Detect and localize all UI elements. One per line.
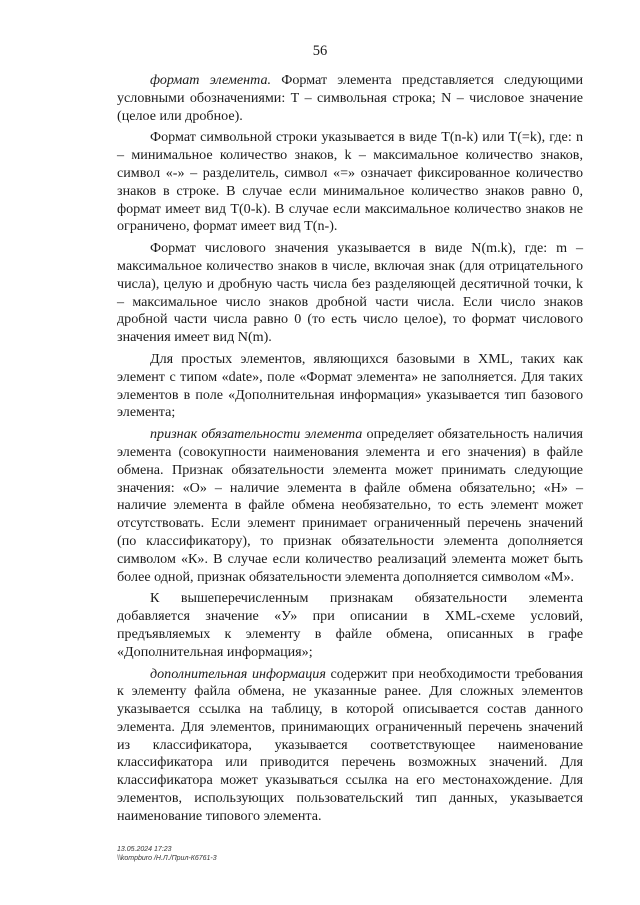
- paragraph-string-format: [117, 129, 583, 236]
- paragraph-text: Для простых элементов, являющихся базовыми в XML, таких как элемент с типом «date», поле «Формат элемента» не заполняется. Для таких элементов в поле «Дополнительная информация» указывается тип базового элемента;: [117, 350, 583, 421]
- paragraph-conditional-flag: [117, 590, 583, 661]
- paragraph-additional-info: [117, 666, 583, 826]
- paragraph-numeric-format: [117, 240, 583, 347]
- paragraph-text: К вышеперечисленным признакам обязательности элемента добавляется значение «У» при описании в XML-схеме условий, предъявляемых к элементу в файле обмена, описанных в графе «Дополнительная информация»;: [117, 590, 583, 660]
- page-body: [117, 72, 583, 826]
- term-element-format: формат элемента.: [150, 72, 272, 88]
- paragraph-text: содержит при необходимости требования к элементу файла обмена, не указанные ранее. Для сложных элементов указывается ссылка на таблицу, в которой описывается состав данного элемента. Для элементов, принимающих ограниченный перечень значений из классификатора, указывается соответствующее наименование классификатора или приводится перечень возможных значений. Для классификатора может указываться ссылка на его местонахождение. Для элементов, использующих пользовательский тип данных, указывается наименование типового элемента.: [117, 665, 584, 824]
- paragraph-text: Формат элемента представляется следующими условными обозначениями: Т – символьная строка; N – числовое значение (целое или дробное).: [117, 72, 583, 124]
- term-additional-info: дополнительная информация: [150, 665, 326, 682]
- paragraph-text: определяет обязательность наличия элемента (совокупности наименования элемента и его значения) в файле обмена. Признак обязательности элемента может принимать следующие значения: «О» – наличие элемента в файле обмена обязательно; «Н» – наличие элемента в файле обмена необязательно, то есть элемент может отсутствовать. Если элемент принимает ограниченный перечень значений (по классификатору), то признак обязательности элемента дополняется символом «К». В случае если количество реализаций элемента может быть более одной, признак обязательности элемента дополняется символом «М».: [117, 426, 583, 585]
- paragraph-text: Формат числового значения указывается в виде N(m.k), где: m – максимальное количество знаков в числе, включая знак (для отрицательного числа), целую и дробную часть числа без разделяющей десятичной точки, k – максимальное число знаков дробной части числа. Если число знаков дробной части числа равно 0 (то есть число целое), то формат числового значения имеет вид N(m).: [117, 240, 583, 346]
- paragraph-element-format: [117, 72, 583, 125]
- paragraph-simple-elements: [117, 351, 583, 422]
- page-number: 56: [312, 43, 328, 59]
- footer-timestamp: 13.05.2024 17:23: [117, 846, 172, 853]
- term-required-flag: признак обязательности элемента: [150, 426, 363, 443]
- paragraph-required-flag: [117, 426, 583, 586]
- page-footer: [117, 845, 217, 863]
- footer-reference: \\kompburo /Н.Л./Прил-К6761-3: [117, 855, 217, 862]
- paragraph-text: Формат символьной строки указывается в виде T(n-k) или T(=k), где: n – минимальное количество знаков, k – максимальное количество знаков, символ «-» – разделитель, символ «=» означает фиксированное количество знаков в строке. В случае если минимальное количество знаков равно 0, формат имеет вид T(0-k). В случае если максимальное количество знаков не ограничено, формат имеет вид T(n-).: [117, 129, 583, 235]
